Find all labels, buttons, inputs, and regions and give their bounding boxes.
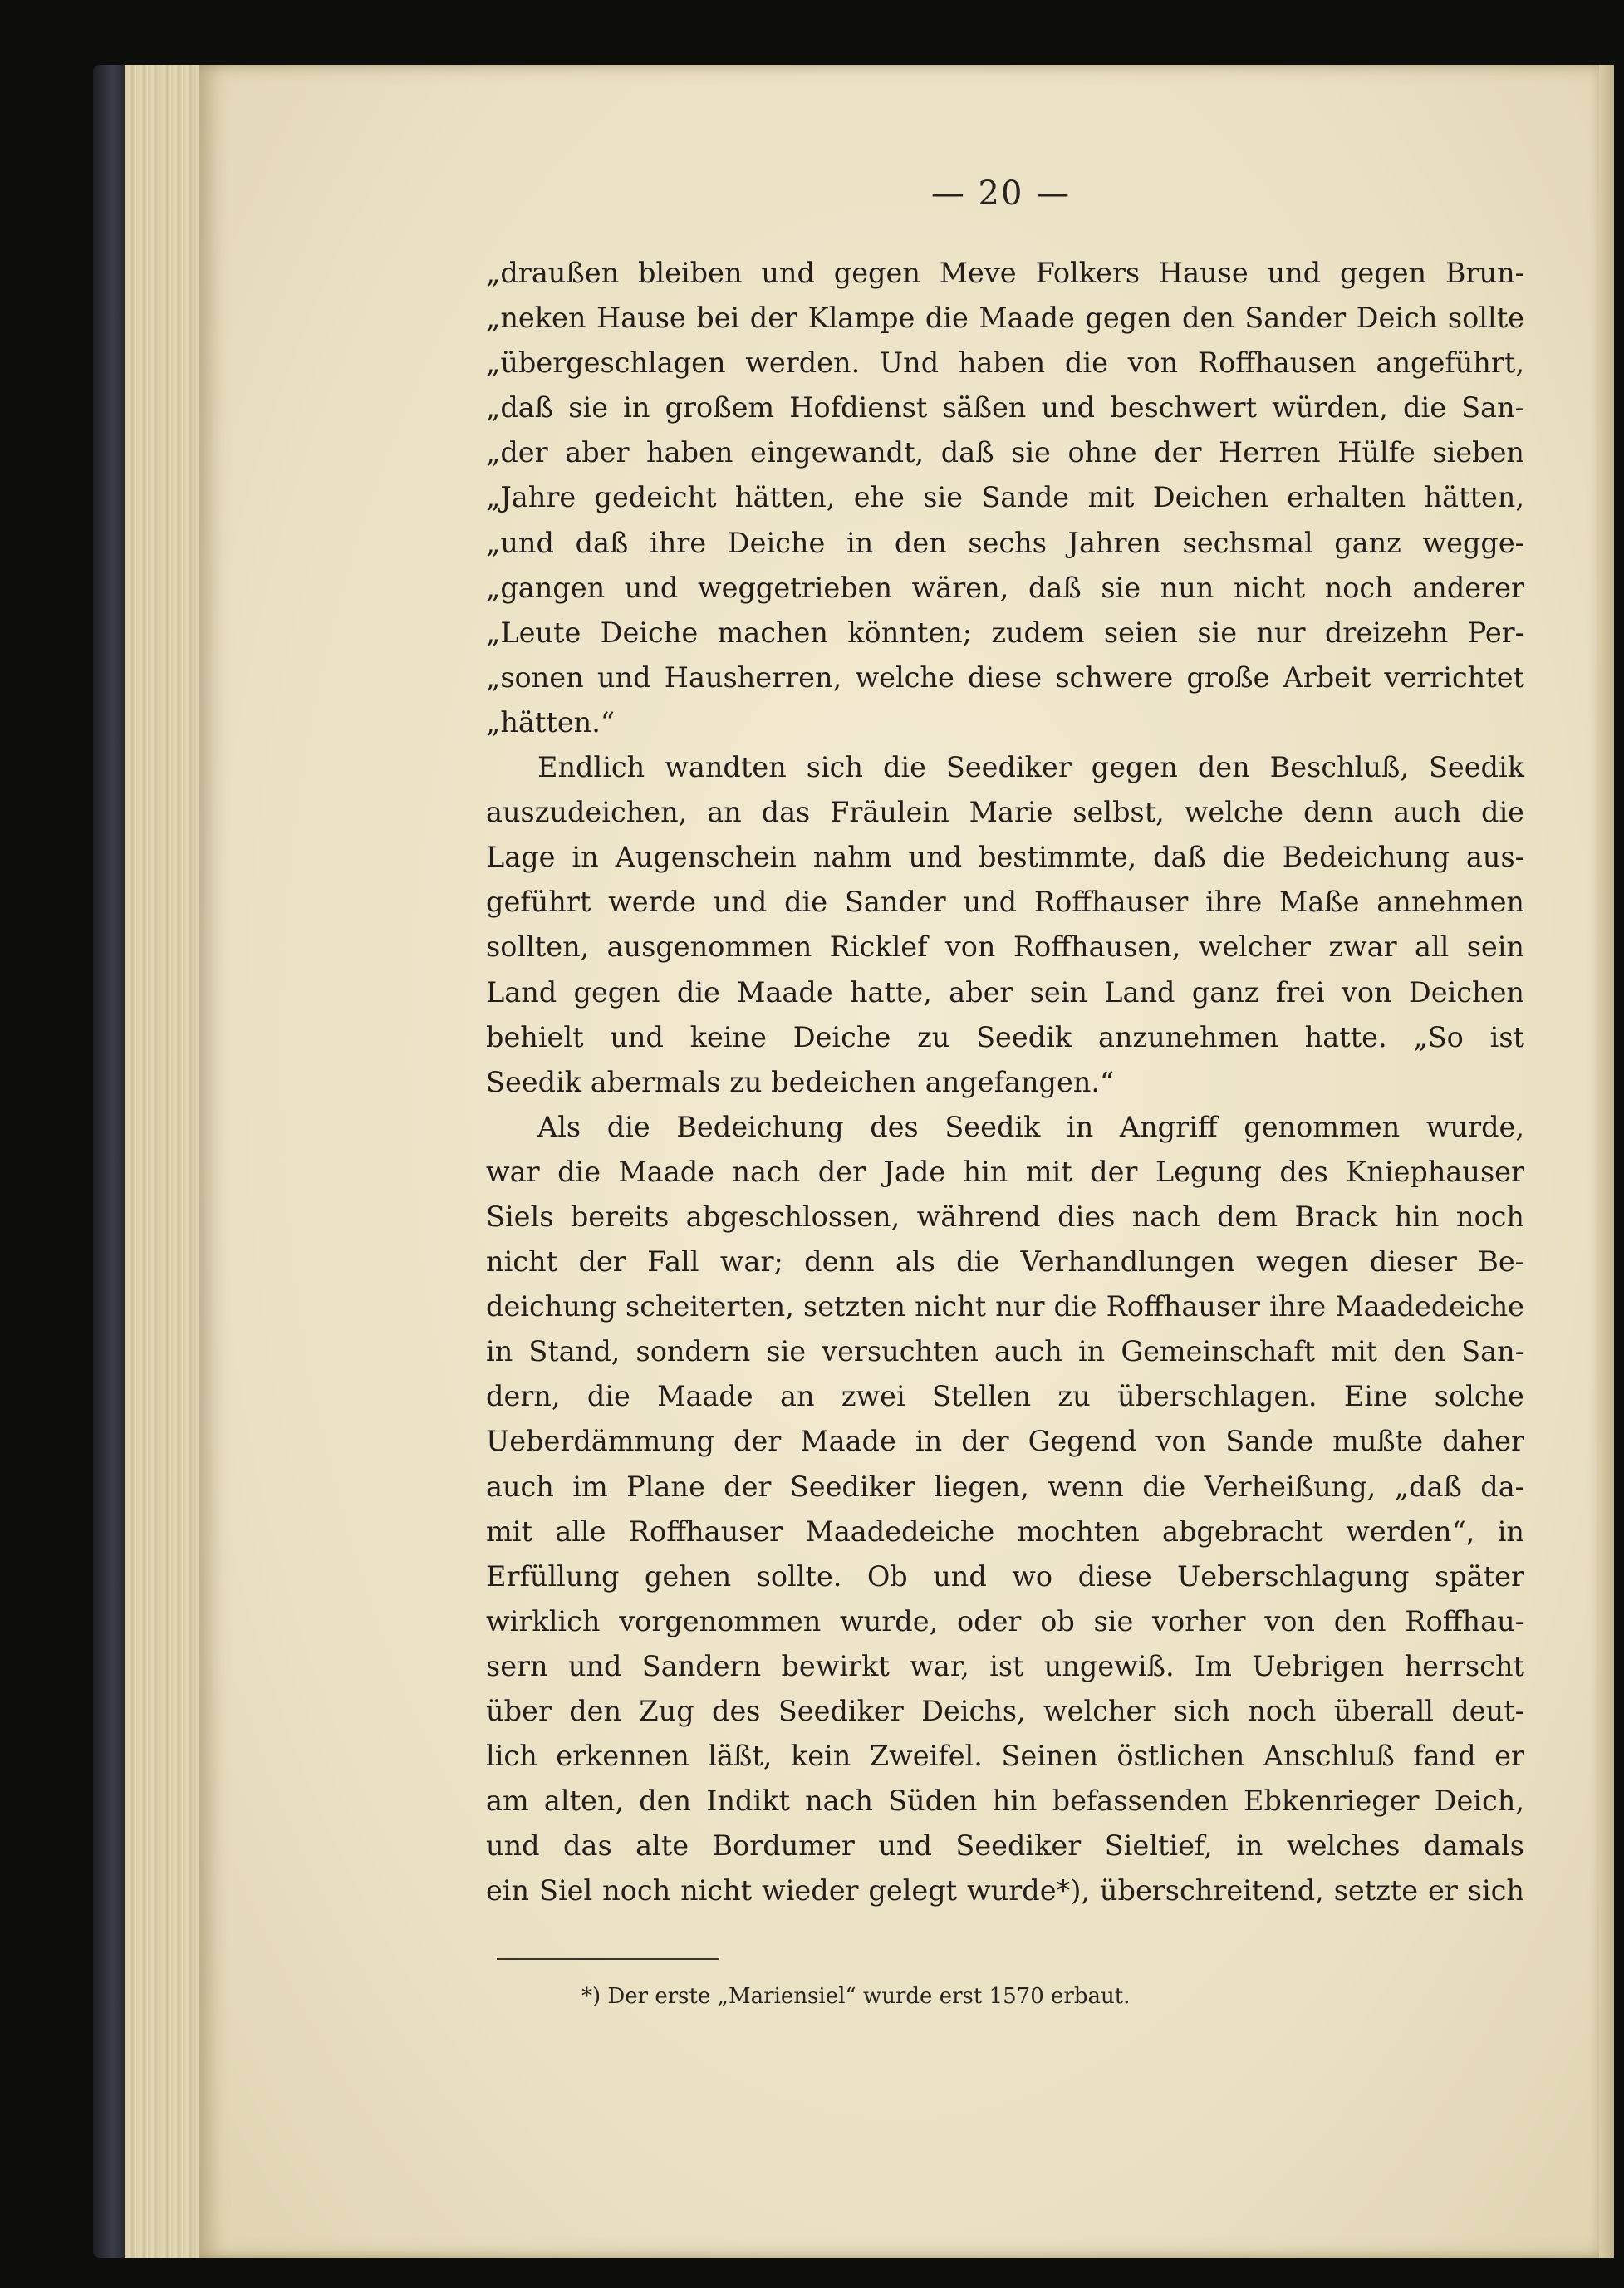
footnote-rule — [497, 1958, 719, 1960]
text-line: geführt werde und die Sander und Roffhauser ihre Maße annehmen — [486, 886, 1524, 919]
text-line: „neken Hause bei der Klampe die Maade gegen den Sander Deich sollte — [486, 302, 1524, 335]
text-line: „hätten.“ — [486, 705, 616, 739]
text-line: über den Zug des Seediker Deichs, welcher sich noch überall deut- — [486, 1695, 1524, 1727]
text-line: „draußen bleiben und gegen Meve Folkers Hause und gegen Brun- — [486, 257, 1524, 289]
text-line: auszudeichen, an das Fräulein Marie selbst, welche denn auch die — [486, 796, 1524, 829]
text-line: „daß sie in großem Hofdienst säßen und beschwert würden, die San- — [486, 391, 1524, 425]
text-line: ein Siel noch nicht wieder gelegt wurde*), überschreitend, setzte er sich — [486, 1874, 1524, 1907]
text-line: „Leute Deiche machen könnten; zudem seien sie nur dreizehn Per- — [486, 616, 1524, 649]
text-line: „gangen und weggetrieben wären, daß sie nun nicht noch anderer — [486, 571, 1524, 604]
text-line: Ueberdämmung der Maade in der Gegend von Sande mußte daher — [486, 1425, 1524, 1458]
text-line: Als die Bedeichung des Seedik in Angriff genommen wurde, — [537, 1110, 1524, 1143]
text-line: Erfüllung gehen sollte. Ob und wo diese Ueberschlagung später — [486, 1559, 1524, 1593]
text-line: Seedik abermals zu bedeichen angefangen.“ — [486, 1065, 1115, 1098]
text-line: wirklich vorgenommen wurde, oder ob sie vorher von den Roffhau- — [486, 1604, 1524, 1637]
text-line: deichung scheiterten, setzten nicht nur die Roffhauser ihre Maadedeiche — [486, 1290, 1524, 1323]
text-line: „übergeschlagen werden. Und haben die von Roffhausen angeführt, — [486, 346, 1524, 380]
page-right-edge — [1599, 65, 1614, 2258]
text-line: „und daß ihre Deiche in den sechs Jahren sechsmal ganz wegge- — [486, 526, 1524, 559]
text-line: behielt und keine Deiche zu Seedik anzunehmen hatte. „So ist — [486, 1020, 1524, 1053]
text-line: war die Maade nach der Jade hin mit der Legung des Kniephauser — [486, 1155, 1524, 1188]
text-line: und das alte Bordumer und Seediker Sieltief, in welches damals — [486, 1829, 1524, 1863]
text-line: sollten, ausgenommen Ricklef von Roffhausen, welcher zwar all sein — [486, 930, 1524, 964]
text-line: „der aber haben eingewandt, daß sie ohne der Herren Hülfe sieben — [486, 436, 1524, 469]
text-line: nicht der Fall war; denn als die Verhandlungen wegen dieser Be- — [486, 1245, 1524, 1279]
text-line: Lage in Augenschein nahm und bestimmte, daß die Bedeichung aus- — [486, 841, 1524, 874]
text-line: „Jahre gedeicht hätten, ehe sie Sande mit Deichen erhalten hätten, — [486, 481, 1524, 514]
text-line: dern, die Maade an zwei Stellen zu überschlagen. Eine solche — [486, 1380, 1524, 1413]
body-text — [486, 251, 1524, 1913]
text-line: lich erkennen läßt, kein Zweifel. Seinen östlichen Anschluß fand er — [486, 1740, 1524, 1773]
text-line: Siels bereits abgeschlossen, während dies nach dem Brack hin noch — [486, 1200, 1524, 1233]
text-line: sern und Sandern bewirkt war, ist ungewiß. Im Uebrigen herrscht — [486, 1649, 1524, 1682]
text-line: am alten, den Indikt nach Süden hin befassenden Ebkenrieger Deich, — [486, 1785, 1524, 1818]
text-line: in Stand, sondern sie versuchten auch in Gemeinschaft mit den San- — [486, 1335, 1524, 1368]
text-line: auch im Plane der Seediker liegen, wenn die Verheißung, „daß da- — [486, 1470, 1524, 1503]
footnote: *) Der erste „Mariensiel“ wurde erst 1570 erbaut. — [581, 1984, 1131, 2009]
text-line: Endlich wandten sich die Seediker gegen den Beschluß, Seedik — [537, 751, 1524, 784]
text-line: mit alle Roffhauser Maadedeiche mochten abgebracht werden“, in — [486, 1515, 1524, 1548]
text-line: Land gegen die Maade hatte, aber sein Land ganz frei von Deichen — [486, 975, 1524, 1009]
text-line: „sonen und Hausherren, welche diese schwere große Arbeit verrichtet — [486, 660, 1524, 694]
page-number: — 20 — — [930, 174, 1072, 213]
